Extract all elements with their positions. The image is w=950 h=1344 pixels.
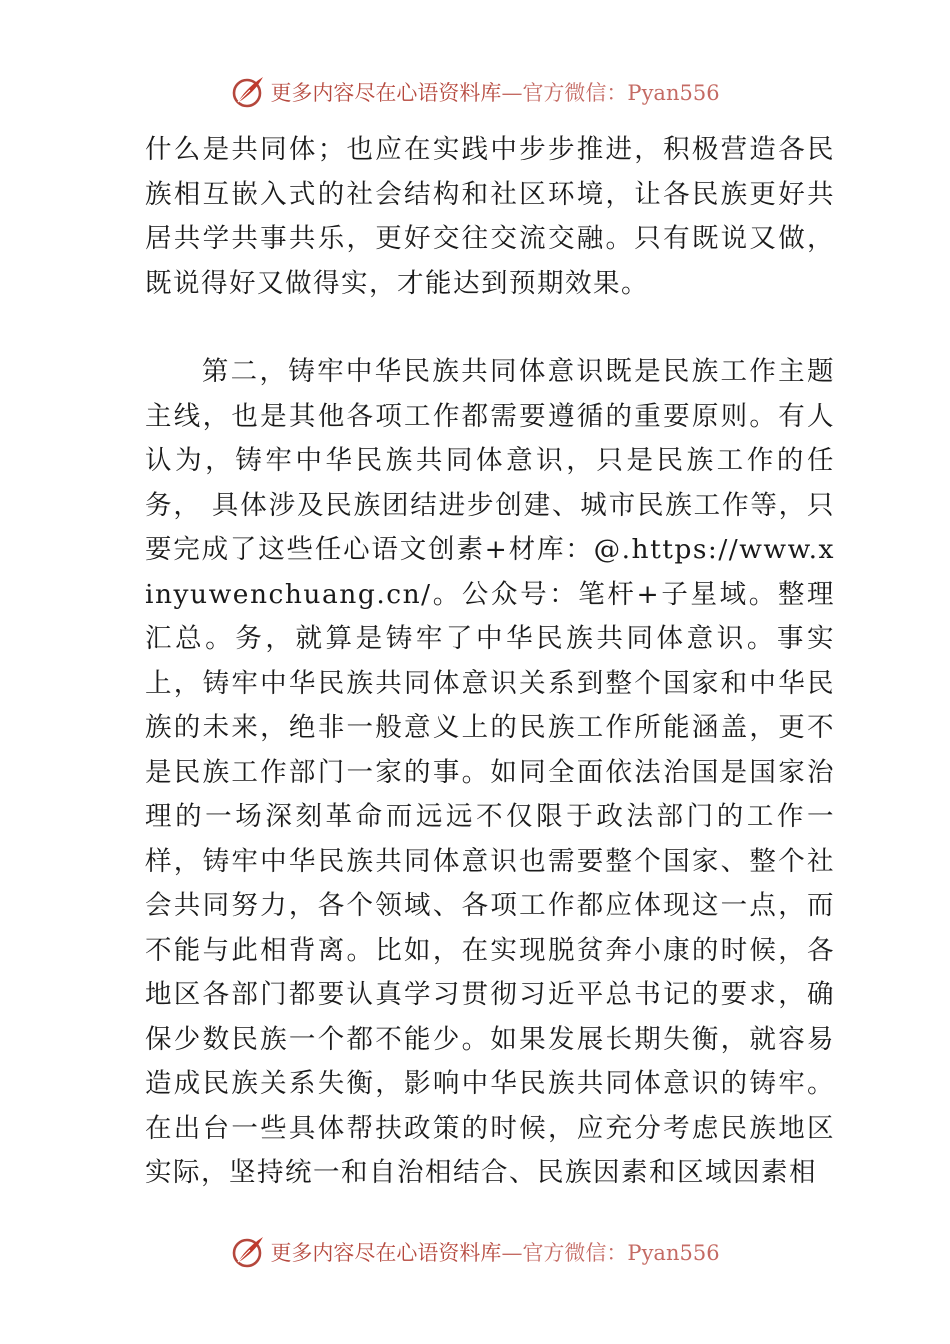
header-banner — [0, 72, 950, 112]
feather-pen-logo-icon — [230, 1234, 266, 1270]
banner-title: 更多内容尽在心语资料库 — [270, 81, 502, 105]
paragraph-continued: 什么是共同体；也应在实践中步步推进，积极营造各民族相互嵌入式的社会结构和社区环境，让各民族更好共居共学共事共乐，更好交往交流交融。只有既说又做，既说得好又做得实，才能达到预期效果。 — [145, 134, 835, 299]
document-body — [145, 128, 835, 1196]
paragraph-second-text: 第二，铸牢中华民族共同体意识既是民族工作主题主线，也是其他各项工作都需要遵循的重要原则。有人认为，铸牢中华民族共同体意识，只是民族工作的任务， 具体涉及民族团结进步创建、城市民族工作等，只要完成了这些任心语文创素+材库：@.https://www.xinyuwenchuang.cn/。公众号：笔杆+子星域。整理汇总。务，就算是铸牢了中华民族共同体意识。事实上，铸牢中华民族共同体意识关系到整个国家和中华民族的未来，绝非一般意义上的民族工作所能涵盖，更不是民族工作部门一家的事。如同全面依法治国是国家治理的一场深刻革命而远远不仅限于政法部门的工作一样，铸牢中华民族共同体意识也需要整个国家、整个社会共同努力，各个领域、各项工作都应体现这一点，而不能与此相背离。比如，在实现脱贫奔小康的时候，各地区各部门都要认真学习贯彻习近平总书记的要求，确保少数民族一个都不能少。如果发展长期失衡，就容易造成民族关系失衡，影响中华民族共同体意识的铸牢。在出台一些具体帮扶政策的时候，应充分考虑民族地区实际，坚持统一和自治相结合、民族因素和区域因素相 — [145, 356, 835, 1188]
footer-banner-title: 更多内容尽在心语资料库 — [270, 1241, 502, 1265]
feather-pen-logo-icon — [230, 74, 266, 110]
paragraph-second — [145, 350, 835, 1196]
footer-banner-wechat: —官方微信：Pyan556 — [501, 1241, 720, 1265]
banner-wechat: —官方微信：Pyan556 — [501, 81, 720, 105]
footer-banner — [0, 1232, 950, 1272]
